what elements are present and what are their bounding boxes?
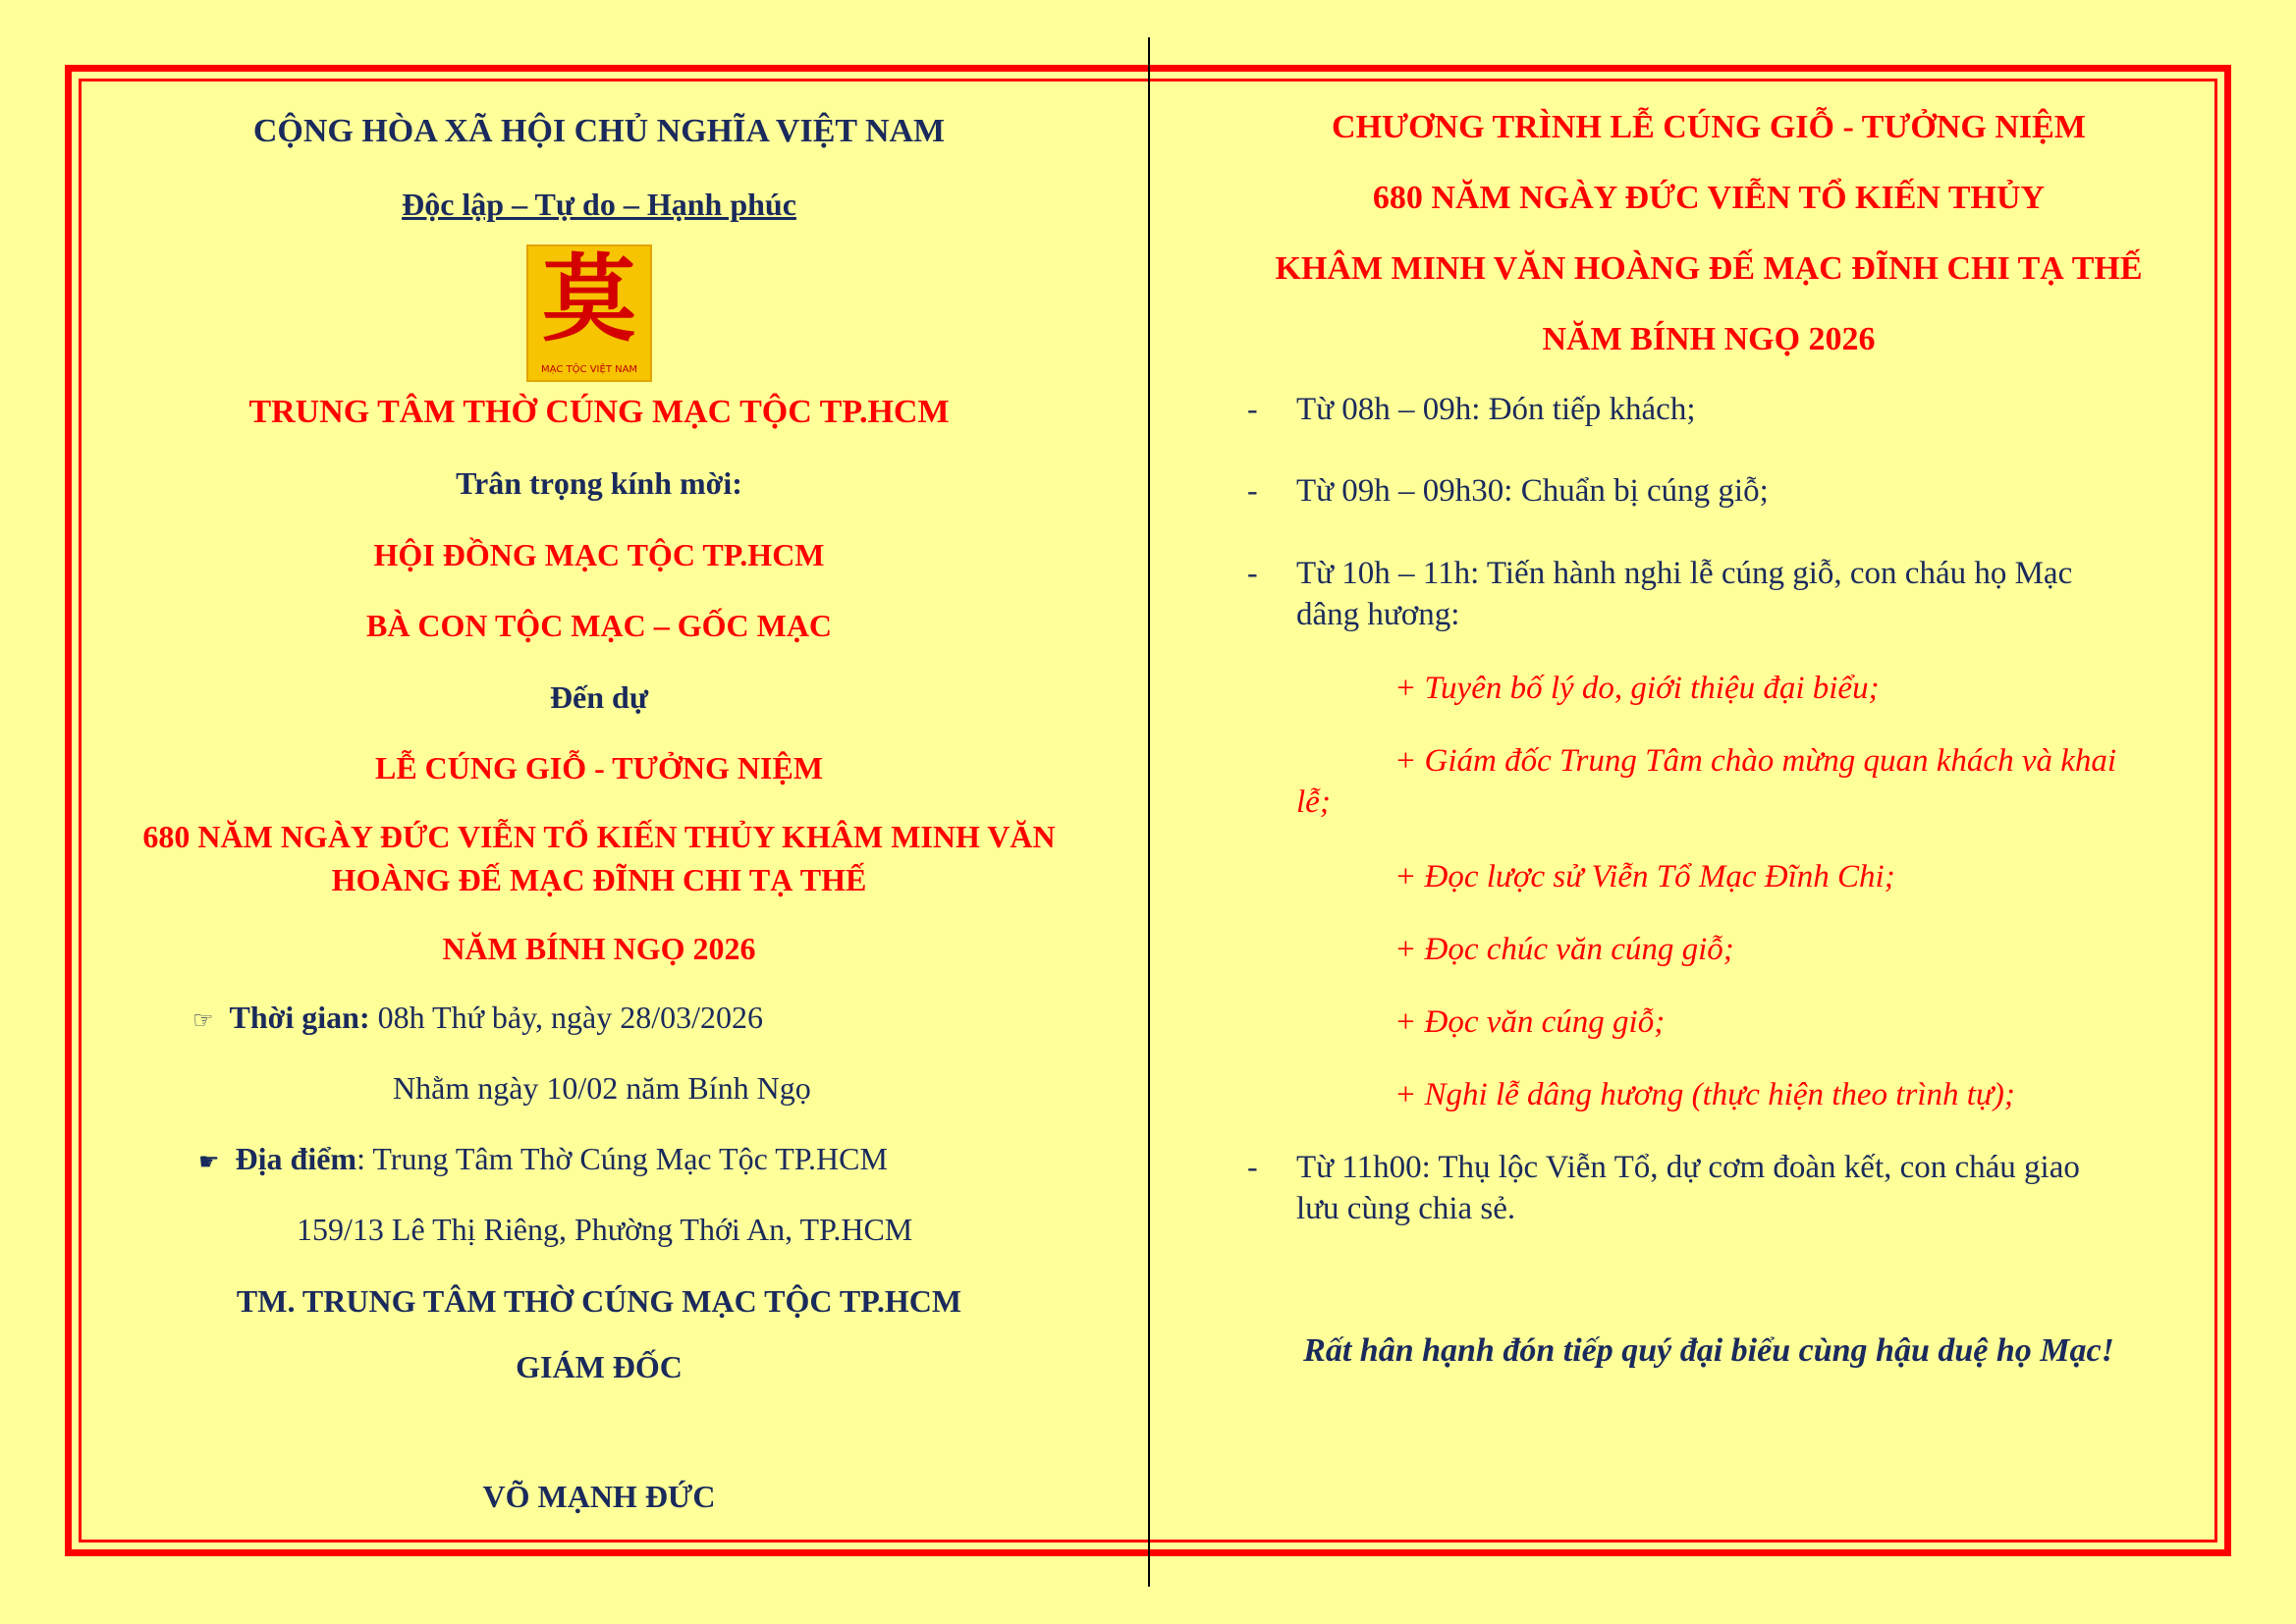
program-title-line4: NĂM BÍNH NGỌ 2026 (1542, 321, 1876, 357)
event-title: LỄ CÚNG GIỖ - TƯỞNG NIỆM (374, 750, 824, 785)
sub-item-opening-line2: lễ; (1296, 785, 1331, 820)
signature-organization: TM. TRUNG TÂM THỜ CÚNG MẠC TỘC TP.HCM (236, 1283, 962, 1319)
program-title-line1: CHƯƠNG TRÌNH LỄ CÚNG GIỖ - TƯỞNG NIỆM (1332, 109, 2086, 145)
address: 159/13 Lê Thị Riêng, Phường Thới An, TP.HCM (297, 1212, 913, 1247)
program-item-prepare: Từ 09h – 09h30: Chuẩn bị cúng giỗ; (1296, 473, 1769, 509)
place-label: Địa điểm (235, 1141, 357, 1176)
program-item-ceremony-line1: Từ 10h – 11h: Tiến hành nghi lễ cúng giỗ, con cháu họ Mạc (1296, 556, 2073, 591)
invite-line: Trân trọng kính mời: (456, 465, 742, 501)
list-dash: - (1247, 391, 1258, 426)
mac-clan-logo (526, 244, 652, 382)
time-label: Thời gian: (229, 1000, 370, 1035)
list-dash: - (1247, 1149, 1258, 1184)
attend-line: Đến dự (549, 679, 649, 715)
guest-council: HỘI ĐỒNG MẠC TỘC TP.HCM (373, 537, 825, 572)
place-row (198, 1139, 888, 1181)
program-item-ceremony-line2: dâng hương: (1296, 597, 1460, 632)
program-title-line3: KHÂM MINH VĂN HOÀNG ĐẾ MẠC ĐĨNH CHI TẠ THẾ (1275, 250, 2143, 287)
program-title-line2: 680 NĂM NGÀY ĐỨC VIỄN TỔ KIẾN THỦY (1372, 180, 2046, 216)
sub-item-opening-line1: + Giám đốc Trung Tâm chào mừng quan khách và khai (1394, 743, 2117, 779)
list-dash: - (1247, 472, 1258, 508)
sub-item-incense: + Nghi lễ dâng hương (thực hiện theo trình tự); (1394, 1077, 2015, 1112)
fold-line (1148, 37, 1150, 1587)
motto: Độc lập – Tự do – Hạnh phúc (402, 187, 796, 222)
logo-glyph: 莫 (542, 244, 636, 354)
list-dash: - (1247, 555, 1258, 590)
time-value: 08h Thứ bảy, ngày 28/03/2026 (369, 1000, 764, 1035)
time-row (192, 998, 763, 1040)
pointing-hand-icon: ☞ (192, 1006, 214, 1034)
signature-title: GIÁM ĐỐC (516, 1349, 683, 1384)
guest-relatives: BÀ CON TỘC MẠC – GỐC MẠC (365, 608, 833, 643)
sub-item-text: + Đọc văn cúng giỗ; (1394, 1004, 1666, 1040)
nation-heading: CỘNG HÒA XÃ HỘI CHỦ NGHĨA VIỆT NAM (252, 113, 946, 149)
signature-name: VÕ MẠNH ĐỨC (482, 1479, 716, 1514)
event-subtitle-line1: 680 NĂM NGÀY ĐỨC VIỄN TỔ KIẾN THỦY KHÂM MINH VĂN (142, 819, 1056, 854)
sub-item-reason: + Tuyên bố lý do, giới thiệu đại biểu; (1394, 671, 1880, 706)
pointing-hand-icon: ☛ (198, 1148, 220, 1175)
lunar-date: Nhằm ngày 10/02 năm Bính Ngọ (393, 1070, 811, 1106)
logo-caption: MẠC TỘC VIỆT NAM (540, 364, 638, 375)
closing-remark: Rất hân hạnh đón tiếp quý đại biểu cùng hậu duệ họ Mạc! (1303, 1332, 2114, 1369)
event-year: NĂM BÍNH NGỌ 2026 (442, 931, 756, 966)
program-panel (1178, 98, 2239, 1532)
sub-item-prayer: + Đọc chúc văn cúng giỗ; (1394, 932, 1734, 967)
sub-item-history: + Đọc lược sử Viễn Tổ Mạc Đĩnh Chi; (1394, 859, 1895, 894)
event-subtitle-line2: HOÀNG ĐẾ MẠC ĐĨNH CHI TẠ THẾ (331, 862, 867, 897)
program-item-feast-line1: Từ 11h00: Thụ lộc Viễn Tổ, dự cơm đoàn kết, con cháu giao (1296, 1150, 2080, 1185)
program-item-welcome: Từ 08h – 09h: Đón tiếp khách; (1296, 392, 1696, 427)
place-value: : Trung Tâm Thờ Cúng Mạc Tộc TP.HCM (356, 1141, 888, 1176)
program-item-feast-line2: lưu cùng chia sẻ. (1296, 1191, 1516, 1226)
invitation-panel (98, 98, 1100, 1532)
organization-name: TRUNG TÂM THỜ CÚNG MẠC TỘC TP.HCM (248, 394, 950, 430)
